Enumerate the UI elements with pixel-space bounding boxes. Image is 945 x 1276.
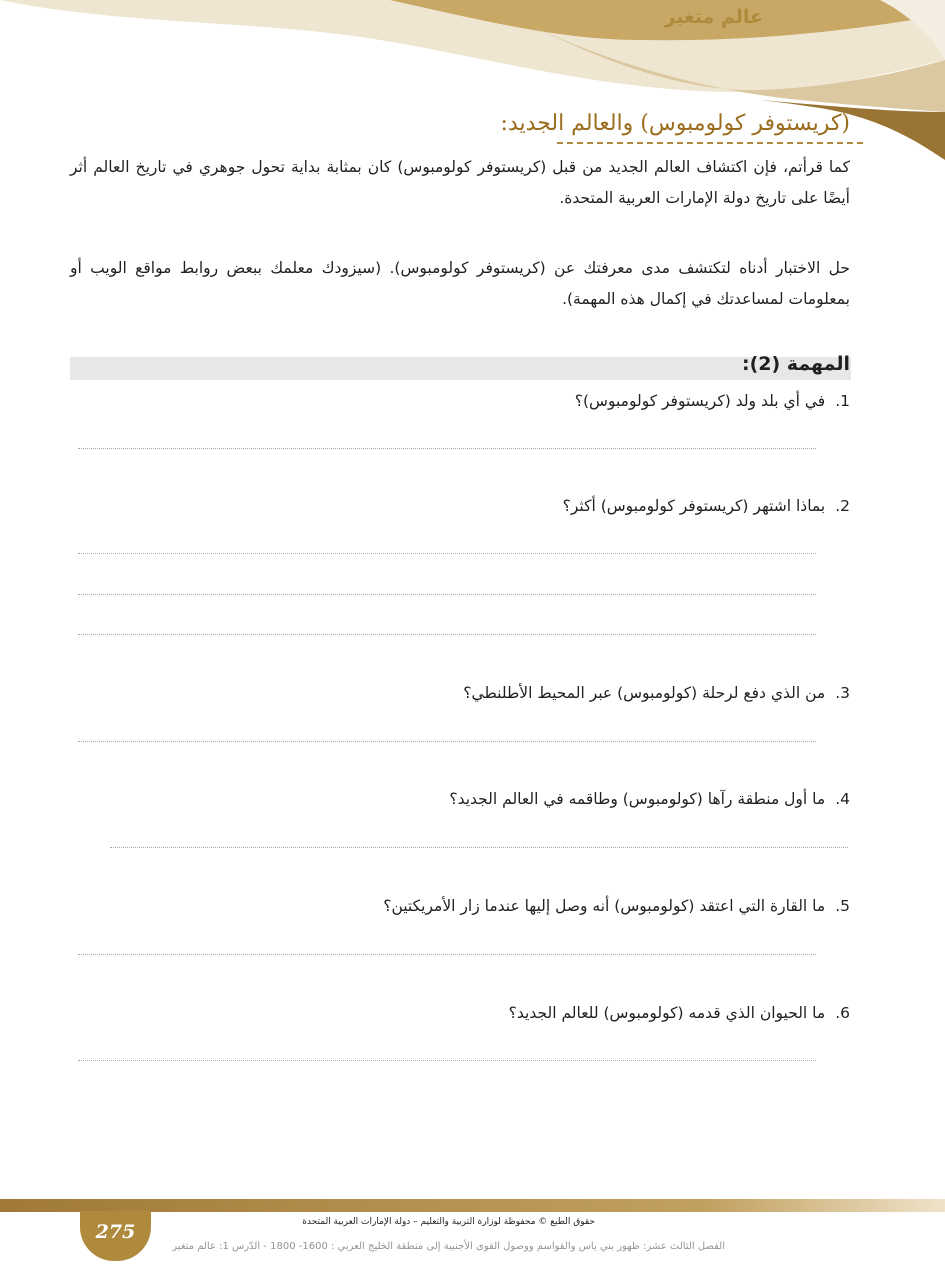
question-number: 5. <box>835 897 850 915</box>
question-number: 3. <box>835 684 850 702</box>
question-2 <box>563 497 850 515</box>
answer-line[interactable] <box>78 594 816 595</box>
intro-paragraph: كما قرأتم، فإن اكتشاف العالم الجديد من قبل (كريستوفر كولومبوس) كان بمثابة بداية تحول جوهري في تاريخ العالم أثر أيضًا على تاريخ دولة الإمارات العربية المتحدة. <box>70 158 850 207</box>
question-text: بماذا اشتهر (كريستوفر كولومبوس) أكثر؟ <box>562 497 826 515</box>
answer-line[interactable] <box>78 634 816 635</box>
question-text: في أي بلد ولد (كريستوفر كولومبوس)؟ <box>574 392 826 410</box>
question-4 <box>449 790 850 808</box>
header-wave-decoration <box>0 0 945 160</box>
question-number: 2. <box>835 497 850 515</box>
copyright-notice: حقوق الطبع © محفوظة لوزارة التربية والتعليم – دولة الإمارات العربية المتحدة <box>302 1217 595 1227</box>
instructions-paragraph: حل الاختبار أدناه لتكتشف مدى معرفتك عن (كريستوفر كولومبوس). (سيزودك معلمك ببعض روابط مواقع الويب أو بمعلومات لمساعدتك في إكمال هذه المهمة). <box>70 259 850 308</box>
question-number: 6. <box>835 1004 850 1022</box>
page-number: 275 <box>95 1221 136 1243</box>
question-text: ما أول منطقة رآها (كولومبوس) وطاقمه في العالم الجديد؟ <box>449 790 826 808</box>
question-text: ما الحيوان الذي قدمه (كولومبوس) للعالم الجديد؟ <box>508 1004 826 1022</box>
chapter-info: الفصل الثالث عشر: ظهور بني ياس والقواسم ووصول القوى الأجنبية إلى منطقة الخليج العربي : 1600- 1800 - الدّرس 1: عالم متغير <box>172 1241 725 1252</box>
question-1 <box>575 392 850 410</box>
question-6 <box>509 1004 850 1022</box>
answer-line[interactable] <box>110 847 848 848</box>
section-title-underline <box>557 142 863 144</box>
question-5 <box>383 897 850 915</box>
section-title: (كريستوفر كولومبوس) والعالم الجديد: <box>500 111 850 136</box>
task-title: المهمة (2): <box>741 353 850 375</box>
answer-line[interactable] <box>78 448 816 449</box>
answer-line[interactable] <box>78 954 816 955</box>
question-number: 1. <box>835 392 850 410</box>
answer-line[interactable] <box>78 553 816 554</box>
question-number: 4. <box>835 790 850 808</box>
task-header-bar <box>70 357 851 380</box>
unit-header-title: عالم متغير <box>664 6 763 28</box>
question-3 <box>463 684 850 702</box>
question-text: من الذي دفع لرحلة (كولومبوس) عبر المحيط الأطلنطي؟ <box>463 684 826 702</box>
answer-line[interactable] <box>78 1060 816 1061</box>
question-text: ما القارة التي اعتقد (كولومبوس) أنه وصل إليها عندما زار الأمريكتين؟ <box>383 897 826 915</box>
answer-line[interactable] <box>78 741 816 742</box>
